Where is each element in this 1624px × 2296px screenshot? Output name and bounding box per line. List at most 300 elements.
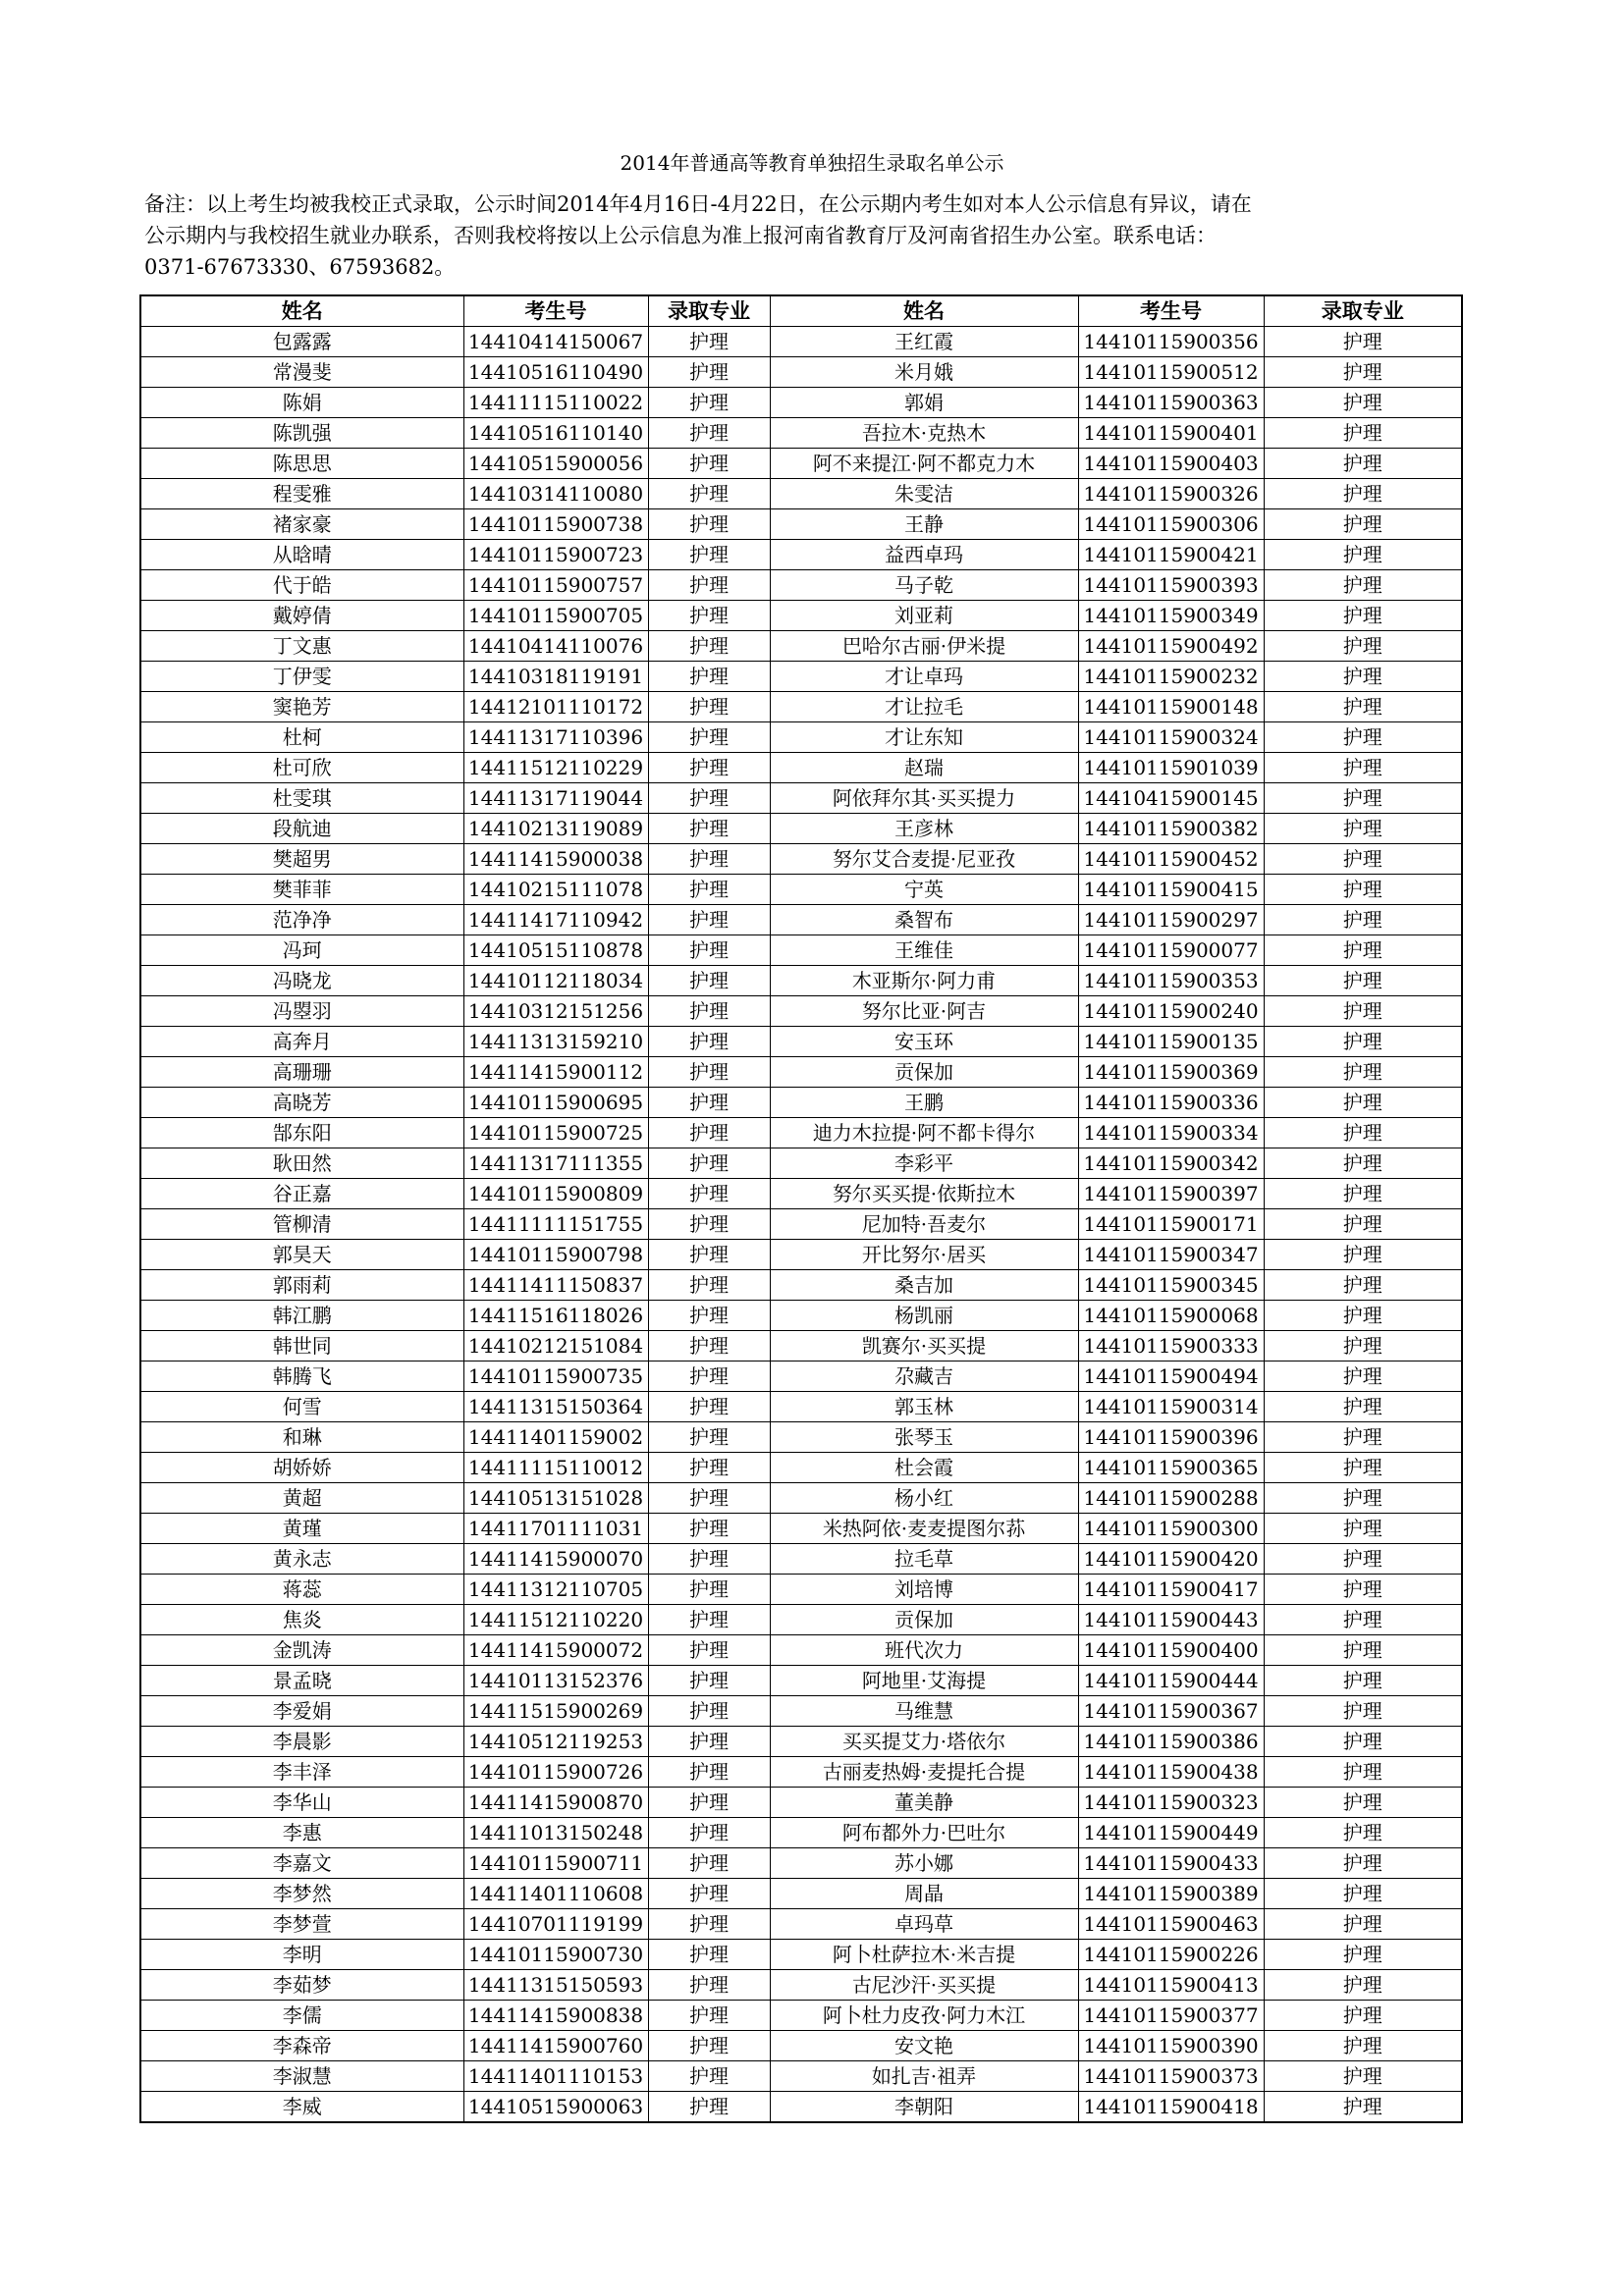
cell-major: 护理 bbox=[648, 601, 770, 631]
table-row bbox=[140, 1392, 1462, 1422]
cell-exam-number: 14411401110153 bbox=[463, 2061, 648, 2092]
cell-major: 护理 bbox=[648, 783, 770, 814]
cell-exam-number: 14410512119253 bbox=[463, 1727, 648, 1757]
table-row bbox=[140, 1727, 1462, 1757]
table-row bbox=[140, 1240, 1462, 1270]
cell-name: 古尼沙汗·买买提 bbox=[770, 1970, 1078, 2001]
cell-exam-number: 14410115900135 bbox=[1078, 1027, 1264, 1057]
table-row bbox=[140, 1970, 1462, 2001]
cell-name: 才让东知 bbox=[770, 722, 1078, 753]
cell-major: 护理 bbox=[648, 2092, 770, 2123]
table-row bbox=[140, 1788, 1462, 1818]
cell-major: 护理 bbox=[1264, 1118, 1462, 1148]
cell-name: 杜可欣 bbox=[140, 753, 463, 783]
cell-exam-number: 14410115900403 bbox=[1078, 449, 1264, 479]
cell-name: 阿布都外力·巴吐尔 bbox=[770, 1818, 1078, 1848]
cell-major: 护理 bbox=[648, 1331, 770, 1362]
cell-exam-number: 14411111151755 bbox=[463, 1209, 648, 1240]
table-row bbox=[140, 1453, 1462, 1483]
cell-exam-number: 14410513151028 bbox=[463, 1483, 648, 1514]
cell-name: 贡保加 bbox=[770, 1057, 1078, 1088]
table-row bbox=[140, 2061, 1462, 2092]
cell-major: 护理 bbox=[648, 1544, 770, 1575]
cell-name: 韩江鹏 bbox=[140, 1301, 463, 1331]
cell-exam-number: 14411415900838 bbox=[463, 2001, 648, 2031]
cell-major: 护理 bbox=[648, 1301, 770, 1331]
cell-exam-number: 14410115900377 bbox=[1078, 2001, 1264, 2031]
table-row bbox=[140, 722, 1462, 753]
cell-exam-number: 14410115900725 bbox=[463, 1118, 648, 1148]
cell-major: 护理 bbox=[1264, 1696, 1462, 1727]
cell-major: 护理 bbox=[1264, 1575, 1462, 1605]
cell-name: 阿不来提江·阿不都克力木 bbox=[770, 449, 1078, 479]
cell-name: 段航迪 bbox=[140, 814, 463, 844]
cell-name: 李淑慧 bbox=[140, 2061, 463, 2092]
cell-major: 护理 bbox=[648, 1209, 770, 1240]
cell-major: 护理 bbox=[648, 1605, 770, 1635]
cell-exam-number: 14411317111355 bbox=[463, 1148, 648, 1179]
cell-name: 常漫斐 bbox=[140, 357, 463, 388]
cell-major: 护理 bbox=[1264, 935, 1462, 966]
cell-exam-number: 14410115900730 bbox=[463, 1940, 648, 1970]
cell-exam-number: 14410115900068 bbox=[1078, 1301, 1264, 1331]
cell-name: 巴哈尔古丽·伊米提 bbox=[770, 631, 1078, 662]
cell-exam-number: 14410212151084 bbox=[463, 1331, 648, 1362]
cell-major: 护理 bbox=[1264, 1818, 1462, 1848]
cell-name: 董美静 bbox=[770, 1788, 1078, 1818]
cell-name: 王维佳 bbox=[770, 935, 1078, 966]
cell-major: 护理 bbox=[1264, 449, 1462, 479]
cell-exam-number: 14410312151256 bbox=[463, 996, 648, 1027]
cell-exam-number: 14410115900232 bbox=[1078, 662, 1264, 692]
table-row bbox=[140, 1818, 1462, 1848]
cell-name: 王鹏 bbox=[770, 1088, 1078, 1118]
table-row bbox=[140, 1483, 1462, 1514]
cell-exam-number: 14410112118034 bbox=[463, 966, 648, 996]
cell-exam-number: 14410115900240 bbox=[1078, 996, 1264, 1027]
cell-major: 护理 bbox=[1264, 662, 1462, 692]
cell-exam-number: 14410115900300 bbox=[1078, 1514, 1264, 1544]
cell-name: 杜会霞 bbox=[770, 1453, 1078, 1483]
cell-exam-number: 14410115900347 bbox=[1078, 1240, 1264, 1270]
cell-name: 焦炎 bbox=[140, 1605, 463, 1635]
cell-name: 丁文惠 bbox=[140, 631, 463, 662]
cell-name: 吾拉木·克热木 bbox=[770, 418, 1078, 449]
table-row bbox=[140, 327, 1462, 357]
cell-exam-number: 14410115900326 bbox=[1078, 479, 1264, 509]
cell-major: 护理 bbox=[1264, 357, 1462, 388]
table-row bbox=[140, 1270, 1462, 1301]
cell-major: 护理 bbox=[648, 509, 770, 540]
cell-major: 护理 bbox=[1264, 388, 1462, 418]
cell-exam-number: 14410516110140 bbox=[463, 418, 648, 449]
cell-major: 护理 bbox=[1264, 2031, 1462, 2061]
cell-major: 护理 bbox=[648, 1118, 770, 1148]
table-row bbox=[140, 1544, 1462, 1575]
cell-major: 护理 bbox=[1264, 1940, 1462, 1970]
cell-major: 护理 bbox=[648, 844, 770, 875]
cell-name: 樊超男 bbox=[140, 844, 463, 875]
cell-name: 米热阿依·麦麦提图尔荪 bbox=[770, 1514, 1078, 1544]
cell-name: 李彩平 bbox=[770, 1148, 1078, 1179]
cell-major: 护理 bbox=[1264, 875, 1462, 905]
cell-exam-number: 14410515900063 bbox=[463, 2092, 648, 2123]
cell-major: 护理 bbox=[648, 1879, 770, 1909]
cell-exam-number: 14411512110220 bbox=[463, 1605, 648, 1635]
cell-name: 黄瑾 bbox=[140, 1514, 463, 1544]
cell-major: 护理 bbox=[1264, 1514, 1462, 1544]
cell-name: 胡娇娇 bbox=[140, 1453, 463, 1483]
cell-exam-number: 14410115900723 bbox=[463, 540, 648, 570]
cell-name: 开比努尔·居买 bbox=[770, 1240, 1078, 1270]
cell-major: 护理 bbox=[1264, 783, 1462, 814]
table-row bbox=[140, 1909, 1462, 1940]
cell-exam-number: 14410115900415 bbox=[1078, 875, 1264, 905]
table-row bbox=[140, 996, 1462, 1027]
cell-exam-number: 14410415900145 bbox=[1078, 783, 1264, 814]
cell-major: 护理 bbox=[1264, 2001, 1462, 2031]
cell-name: 才让拉毛 bbox=[770, 692, 1078, 722]
cell-major: 护理 bbox=[648, 540, 770, 570]
table-row bbox=[140, 1635, 1462, 1666]
cell-exam-number: 14411317119044 bbox=[463, 783, 648, 814]
table-row bbox=[140, 479, 1462, 509]
cell-exam-number: 14410115900342 bbox=[1078, 1148, 1264, 1179]
cell-major: 护理 bbox=[648, 1270, 770, 1301]
table-row bbox=[140, 509, 1462, 540]
cell-major: 护理 bbox=[1264, 479, 1462, 509]
cell-exam-number: 14411417110942 bbox=[463, 905, 648, 935]
cell-name: 努尔买买提·依斯拉木 bbox=[770, 1179, 1078, 1209]
cell-major: 护理 bbox=[648, 875, 770, 905]
cell-exam-number: 14410115900711 bbox=[463, 1848, 648, 1879]
cell-name: 安文艳 bbox=[770, 2031, 1078, 2061]
cell-major: 护理 bbox=[1264, 1666, 1462, 1696]
cell-name: 管柳清 bbox=[140, 1209, 463, 1240]
cell-major: 护理 bbox=[1264, 753, 1462, 783]
cell-exam-number: 14410516110490 bbox=[463, 357, 648, 388]
notice-line: 公示期内与我校招生就业办联系，否则我校将按以上公示信息为准上报河南省教育厅及河南省招生办公室。联系电话： bbox=[144, 224, 1217, 247]
cell-name: 尕藏吉 bbox=[770, 1362, 1078, 1392]
cell-major: 护理 bbox=[648, 1666, 770, 1696]
cell-exam-number: 14410115901039 bbox=[1078, 753, 1264, 783]
cell-exam-number: 14410318119191 bbox=[463, 662, 648, 692]
cell-name: 才让卓玛 bbox=[770, 662, 1078, 692]
table-row bbox=[140, 905, 1462, 935]
table-row bbox=[140, 540, 1462, 570]
cell-major: 护理 bbox=[648, 631, 770, 662]
cell-name: 阿卜杜力皮孜·阿力木江 bbox=[770, 2001, 1078, 2031]
cell-major: 护理 bbox=[1264, 570, 1462, 601]
cell-name: 杨凯丽 bbox=[770, 1301, 1078, 1331]
table-row bbox=[140, 601, 1462, 631]
cell-major: 护理 bbox=[1264, 327, 1462, 357]
cell-major: 护理 bbox=[1264, 1788, 1462, 1818]
table-row bbox=[140, 357, 1462, 388]
table-row bbox=[140, 662, 1462, 692]
cell-major: 护理 bbox=[648, 722, 770, 753]
cell-exam-number: 14410115900418 bbox=[1078, 2092, 1264, 2123]
cell-exam-number: 14410115900757 bbox=[463, 570, 648, 601]
table-row bbox=[140, 570, 1462, 601]
cell-exam-number: 14410115900397 bbox=[1078, 1179, 1264, 1209]
cell-exam-number: 14410115900369 bbox=[1078, 1057, 1264, 1088]
cell-name: 高晓芳 bbox=[140, 1088, 463, 1118]
cell-name: 李威 bbox=[140, 2092, 463, 2123]
cell-name: 李爱娟 bbox=[140, 1696, 463, 1727]
cell-name: 米月娥 bbox=[770, 357, 1078, 388]
cell-major: 护理 bbox=[648, 418, 770, 449]
table-row bbox=[140, 844, 1462, 875]
cell-name: 从晗晴 bbox=[140, 540, 463, 570]
cell-name: 凯赛尔·买买提 bbox=[770, 1331, 1078, 1362]
cell-name: 刘培博 bbox=[770, 1575, 1078, 1605]
cell-name: 黄永志 bbox=[140, 1544, 463, 1575]
table-row bbox=[140, 1696, 1462, 1727]
cell-major: 护理 bbox=[648, 1940, 770, 1970]
cell-name: 樊菲菲 bbox=[140, 875, 463, 905]
cell-major: 护理 bbox=[648, 753, 770, 783]
cell-name: 李华山 bbox=[140, 1788, 463, 1818]
cell-name: 黄超 bbox=[140, 1483, 463, 1514]
cell-major: 护理 bbox=[648, 1696, 770, 1727]
cell-exam-number: 14410115900336 bbox=[1078, 1088, 1264, 1118]
cell-exam-number: 14410115900323 bbox=[1078, 1788, 1264, 1818]
cell-exam-number: 14410115900438 bbox=[1078, 1757, 1264, 1788]
cell-name: 苏小娜 bbox=[770, 1848, 1078, 1879]
cell-exam-number: 14410115900345 bbox=[1078, 1270, 1264, 1301]
cell-major: 护理 bbox=[648, 449, 770, 479]
cell-name: 刘亚莉 bbox=[770, 601, 1078, 631]
cell-name: 窦艳芳 bbox=[140, 692, 463, 722]
cell-major: 护理 bbox=[648, 1392, 770, 1422]
cell-major: 护理 bbox=[1264, 631, 1462, 662]
table-row bbox=[140, 935, 1462, 966]
cell-major: 护理 bbox=[648, 2061, 770, 2092]
cell-exam-number: 14410115900382 bbox=[1078, 814, 1264, 844]
table-row bbox=[140, 753, 1462, 783]
cell-major: 护理 bbox=[1264, 418, 1462, 449]
cell-major: 护理 bbox=[648, 692, 770, 722]
table-row bbox=[140, 1118, 1462, 1148]
cell-name: 努尔艾合麦提·尼亚孜 bbox=[770, 844, 1078, 875]
cell-name: 杜柯 bbox=[140, 722, 463, 753]
cell-major: 护理 bbox=[648, 1179, 770, 1209]
table-row bbox=[140, 388, 1462, 418]
cell-major: 护理 bbox=[1264, 2092, 1462, 2123]
cell-major: 护理 bbox=[648, 1757, 770, 1788]
cell-exam-number: 14411013150248 bbox=[463, 1818, 648, 1848]
cell-exam-number: 14410115900297 bbox=[1078, 905, 1264, 935]
cell-major: 护理 bbox=[648, 1057, 770, 1088]
cell-major: 护理 bbox=[648, 1909, 770, 1940]
cell-name: 李晨影 bbox=[140, 1727, 463, 1757]
cell-major: 护理 bbox=[1264, 601, 1462, 631]
cell-exam-number: 14411115110012 bbox=[463, 1453, 648, 1483]
table-row bbox=[140, 2092, 1462, 2123]
cell-major: 护理 bbox=[1264, 1148, 1462, 1179]
cell-exam-number: 14411701111031 bbox=[463, 1514, 648, 1544]
cell-exam-number: 14410115900389 bbox=[1078, 1879, 1264, 1909]
cell-exam-number: 14411115110022 bbox=[463, 388, 648, 418]
cell-name: 宁英 bbox=[770, 875, 1078, 905]
cell-major: 护理 bbox=[648, 479, 770, 509]
header-exam-number: 考生号 bbox=[1078, 295, 1264, 327]
cell-exam-number: 14411401159002 bbox=[463, 1422, 648, 1453]
table-row bbox=[140, 1331, 1462, 1362]
table-row bbox=[140, 1514, 1462, 1544]
cell-exam-number: 14410115900367 bbox=[1078, 1696, 1264, 1727]
admission-table bbox=[139, 294, 1463, 2123]
cell-major: 护理 bbox=[648, 1635, 770, 1666]
table-row bbox=[140, 1209, 1462, 1240]
cell-name: 高奔月 bbox=[140, 1027, 463, 1057]
table-row bbox=[140, 1179, 1462, 1209]
cell-name: 李茹梦 bbox=[140, 1970, 463, 2001]
cell-name: 周晶 bbox=[770, 1879, 1078, 1909]
cell-name: 木亚斯尔·阿力甫 bbox=[770, 966, 1078, 996]
cell-exam-number: 14410115900443 bbox=[1078, 1605, 1264, 1635]
cell-name: 韩世同 bbox=[140, 1331, 463, 1362]
cell-major: 护理 bbox=[1264, 1301, 1462, 1331]
cell-name: 王彦林 bbox=[770, 814, 1078, 844]
cell-name: 和琳 bbox=[140, 1422, 463, 1453]
cell-major: 护理 bbox=[648, 570, 770, 601]
table-row bbox=[140, 1148, 1462, 1179]
table-row bbox=[140, 1362, 1462, 1392]
cell-name: 王静 bbox=[770, 509, 1078, 540]
table-row bbox=[140, 418, 1462, 449]
cell-name: 阿依拜尔其·买买提力 bbox=[770, 783, 1078, 814]
cell-exam-number: 14410115900356 bbox=[1078, 327, 1264, 357]
cell-major: 护理 bbox=[648, 814, 770, 844]
cell-exam-number: 14410115900349 bbox=[1078, 601, 1264, 631]
table-row bbox=[140, 449, 1462, 479]
header-major: 录取专业 bbox=[1264, 295, 1462, 327]
cell-name: 景孟晓 bbox=[140, 1666, 463, 1696]
cell-major: 护理 bbox=[648, 2031, 770, 2061]
cell-exam-number: 14410115900512 bbox=[1078, 357, 1264, 388]
table-row bbox=[140, 1940, 1462, 1970]
cell-name: 李明 bbox=[140, 1940, 463, 1970]
cell-exam-number: 14410213119089 bbox=[463, 814, 648, 844]
cell-major: 护理 bbox=[1264, 996, 1462, 1027]
cell-name: 拉毛草 bbox=[770, 1544, 1078, 1575]
cell-major: 护理 bbox=[648, 1088, 770, 1118]
cell-name: 如扎吉·祖弄 bbox=[770, 2061, 1078, 2092]
table-row bbox=[140, 814, 1462, 844]
cell-major: 护理 bbox=[1264, 1605, 1462, 1635]
cell-name: 陈娟 bbox=[140, 388, 463, 418]
cell-name: 陈思思 bbox=[140, 449, 463, 479]
cell-major: 护理 bbox=[648, 966, 770, 996]
table-row bbox=[140, 1666, 1462, 1696]
cell-name: 何雪 bbox=[140, 1392, 463, 1422]
cell-exam-number: 14410115900492 bbox=[1078, 631, 1264, 662]
cell-name: 冯晓龙 bbox=[140, 966, 463, 996]
cell-exam-number: 14411415900870 bbox=[463, 1788, 648, 1818]
cell-name: 代于皓 bbox=[140, 570, 463, 601]
cell-major: 护理 bbox=[648, 1240, 770, 1270]
table-row bbox=[140, 1575, 1462, 1605]
cell-exam-number: 14410115900373 bbox=[1078, 2061, 1264, 2092]
notice-text bbox=[144, 188, 1480, 283]
cell-name: 张琴玉 bbox=[770, 1422, 1078, 1453]
cell-name: 戴婷倩 bbox=[140, 601, 463, 631]
cell-name: 郭玉林 bbox=[770, 1392, 1078, 1422]
cell-exam-number: 14411415900072 bbox=[463, 1635, 648, 1666]
cell-major: 护理 bbox=[1264, 1848, 1462, 1879]
cell-name: 李儒 bbox=[140, 2001, 463, 2031]
cell-major: 护理 bbox=[1264, 814, 1462, 844]
cell-name: 李梦萱 bbox=[140, 1909, 463, 1940]
cell-exam-number: 14410115900390 bbox=[1078, 2031, 1264, 2061]
cell-name: 郜东阳 bbox=[140, 1118, 463, 1148]
cell-exam-number: 14410115900353 bbox=[1078, 966, 1264, 996]
cell-name: 贡保加 bbox=[770, 1605, 1078, 1635]
cell-name: 马维慧 bbox=[770, 1696, 1078, 1727]
cell-exam-number: 14410115900726 bbox=[463, 1757, 648, 1788]
cell-exam-number: 14411313159210 bbox=[463, 1027, 648, 1057]
table-row bbox=[140, 1057, 1462, 1088]
cell-major: 护理 bbox=[648, 1788, 770, 1818]
cell-major: 护理 bbox=[1264, 1240, 1462, 1270]
cell-name: 桑智布 bbox=[770, 905, 1078, 935]
cell-name: 李嘉文 bbox=[140, 1848, 463, 1879]
header-major: 录取专业 bbox=[648, 295, 770, 327]
cell-major: 护理 bbox=[1264, 1270, 1462, 1301]
cell-major: 护理 bbox=[1264, 1179, 1462, 1209]
cell-name: 李朝阳 bbox=[770, 2092, 1078, 2123]
cell-exam-number: 14410115900324 bbox=[1078, 722, 1264, 753]
cell-exam-number: 14411415900760 bbox=[463, 2031, 648, 2061]
cell-exam-number: 14410115900420 bbox=[1078, 1544, 1264, 1575]
cell-name: 赵瑞 bbox=[770, 753, 1078, 783]
cell-name: 益西卓玛 bbox=[770, 540, 1078, 570]
cell-major: 护理 bbox=[1264, 1331, 1462, 1362]
cell-major: 护理 bbox=[1264, 1970, 1462, 2001]
table-row bbox=[140, 1605, 1462, 1635]
cell-major: 护理 bbox=[648, 935, 770, 966]
cell-exam-number: 14410115900433 bbox=[1078, 1848, 1264, 1879]
cell-exam-number: 14410115900809 bbox=[463, 1179, 648, 1209]
cell-major: 护理 bbox=[1264, 1909, 1462, 1940]
cell-major: 护理 bbox=[648, 1362, 770, 1392]
table-row bbox=[140, 2031, 1462, 2061]
cell-exam-number: 14410115900413 bbox=[1078, 1970, 1264, 2001]
cell-name: 郭雨莉 bbox=[140, 1270, 463, 1301]
cell-exam-number: 14411317110396 bbox=[463, 722, 648, 753]
cell-exam-number: 14411411150837 bbox=[463, 1270, 648, 1301]
table-row bbox=[140, 966, 1462, 996]
cell-major: 护理 bbox=[1264, 1635, 1462, 1666]
cell-exam-number: 14410115900226 bbox=[1078, 1940, 1264, 1970]
table-row bbox=[140, 1422, 1462, 1453]
header-name: 姓名 bbox=[770, 295, 1078, 327]
cell-name: 高珊珊 bbox=[140, 1057, 463, 1088]
cell-major: 护理 bbox=[1264, 1757, 1462, 1788]
page-title: 2014年普通高等教育单独招生录取名单公示 bbox=[620, 151, 1004, 175]
cell-name: 蒋蕊 bbox=[140, 1575, 463, 1605]
cell-major: 护理 bbox=[648, 327, 770, 357]
cell-exam-number: 14410115900705 bbox=[463, 601, 648, 631]
cell-exam-number: 14410115900396 bbox=[1078, 1422, 1264, 1453]
cell-name: 王红霞 bbox=[770, 327, 1078, 357]
cell-name: 杜雯琪 bbox=[140, 783, 463, 814]
cell-exam-number: 14410115900288 bbox=[1078, 1483, 1264, 1514]
cell-major: 护理 bbox=[1264, 1422, 1462, 1453]
cell-exam-number: 14410414150067 bbox=[463, 327, 648, 357]
